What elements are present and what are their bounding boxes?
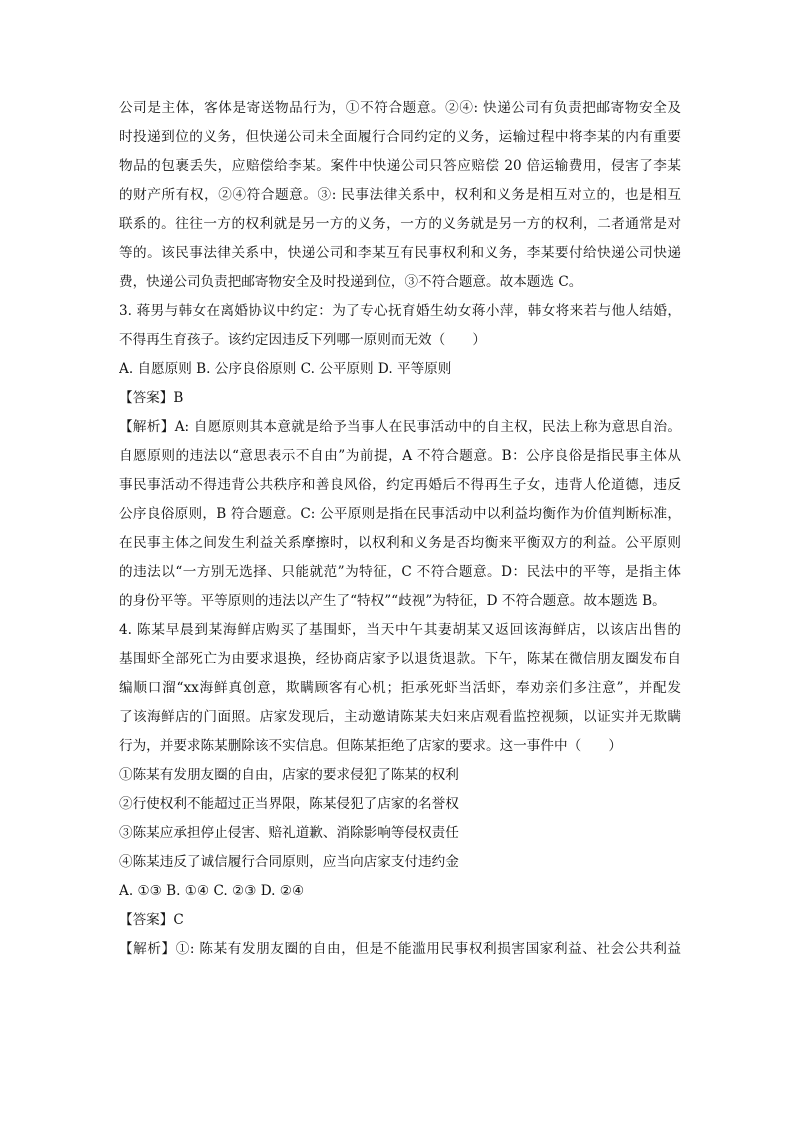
text-line: 的财产所有权，②④符合题意。③: 民事法律关系中，权利和义务是相互对立的，也是相互 [119,187,681,203]
question-3-analysis: 公序良俗原则，B 符合题意。C: 公平原则是指在民事活动中以利益均衡作为价值判断标准， [119,506,681,522]
text-line: 联系的。往往一方的权利就是另一方的义务，一方的义务就是另一方的权利，二者通常是对 [119,216,681,232]
question-4-stem: 行为，并要求陈某删除该不实信息。但陈某拒绝了店家的要求。这一事件中（ ） [119,738,622,754]
question-3-analysis: 【解析】A: 自愿原则其本意就是给予当事人在民事活动中的自主权，民法上称为意思自治。 [119,419,681,435]
question-3-stem: 不得再生育孩子。该约定因违反下列哪一原则而无效（ ） [119,332,487,348]
document-page [119,98,681,968]
question-4-stem: 基围虾全部死亡为由要求退换，经协商店家予以退货退款。下午，陈某在微信朋友圈发布自 [119,651,681,667]
text-line: 时投递到位的义务，但快递公司未全面履行合同约定的义务，运输过程中将李某的内有重要 [119,129,681,145]
question-4-stem: 编顺口溜“xx海鲜真创意，欺瞒顾客有心机；拒承死虾当活虾，奉劝亲们多注意”，并配发 [119,680,681,696]
text-line: 等的。该民事法律关系中，快递公司和李某互有民事权利和义务，李某要付给快递公司快递 [119,245,681,261]
question-3-analysis: 在民事主体之间发生利益关系摩擦时，以权利和义务是否均衡来平衡双方的利益。公平原则 [119,535,681,551]
question-3-analysis: 的身份平等。平等原则的违法以产生了“特权”“歧视”为特征，D 不符合题意。故本题选 B。 [119,593,666,609]
question-3-answer: 【答案】B [119,390,184,406]
question-3-analysis: 事民事活动不得违背公共秩序和善良风俗，约定再婚后不得再生子女，违背人伦道德，违反 [119,477,681,493]
question-3-analysis: 的违法以“一方别无选择、只能就范”为特征，C 不符合题意。D：民法中的平等，是指主体 [119,564,681,580]
question-4-statement: ②行使权利不能超过正当界限，陈某侵犯了店家的名誉权 [119,796,459,812]
question-4-statement: ④陈某违反了诚信履行合同原则，应当向店家支付违约金 [119,854,459,870]
question-4-statement: ①陈某有发朋友圈的自由，店家的要求侵犯了陈某的权利 [119,767,459,783]
text-line: 费，快递公司负责把邮寄物安全及时投递到位，③不符合题意。故本题选 C。 [119,274,583,290]
text-line: 公司是主体，客体是寄送物品行为，①不符合题意。②④: 快递公司有负责把邮寄物安全及 [119,100,681,116]
question-4-statement: ③陈某应承担停止侵害、赔礼道歉、消除影响等侵权责任 [119,825,459,841]
question-3-stem: 3. 蒋男与韩女在离婚协议中约定：为了专心抚育婚生幼女蒋小萍，韩女将来若与他人结婚， [119,303,681,319]
question-3-analysis: 自愿原则的违法以“意思表示不自由”为前提，A 不符合题意。B：公序良俗是指民事主体从 [119,448,681,464]
question-4-analysis: 【解析】①: 陈某有发朋友圈的自由，但是不能滥用民事权利损害国家利益、社会公共利益 [119,941,681,957]
question-4-answer: 【答案】C [119,912,184,928]
question-4-stem: 了该海鲜店的门面照。店家发现后，主动邀请陈某夫妇来店观看监控视频，以证实并无欺瞒 [119,709,681,725]
question-4-options: A. ①③ B. ①④ C. ②③ D. ②④ [119,883,305,899]
text-line: 物品的包裹丢失，应赔偿给李某。案件中快递公司只答应赔偿 20 倍运输费用，侵害了李某 [119,158,681,174]
question-4-stem: 4. 陈某早晨到某海鲜店购买了基围虾，当天中午其妻胡某又返回该海鲜店，以该店出售的 [119,622,681,638]
question-3-options: A. 自愿原则 B. 公序良俗原则 C. 公平原则 D. 平等原则 [119,361,452,377]
